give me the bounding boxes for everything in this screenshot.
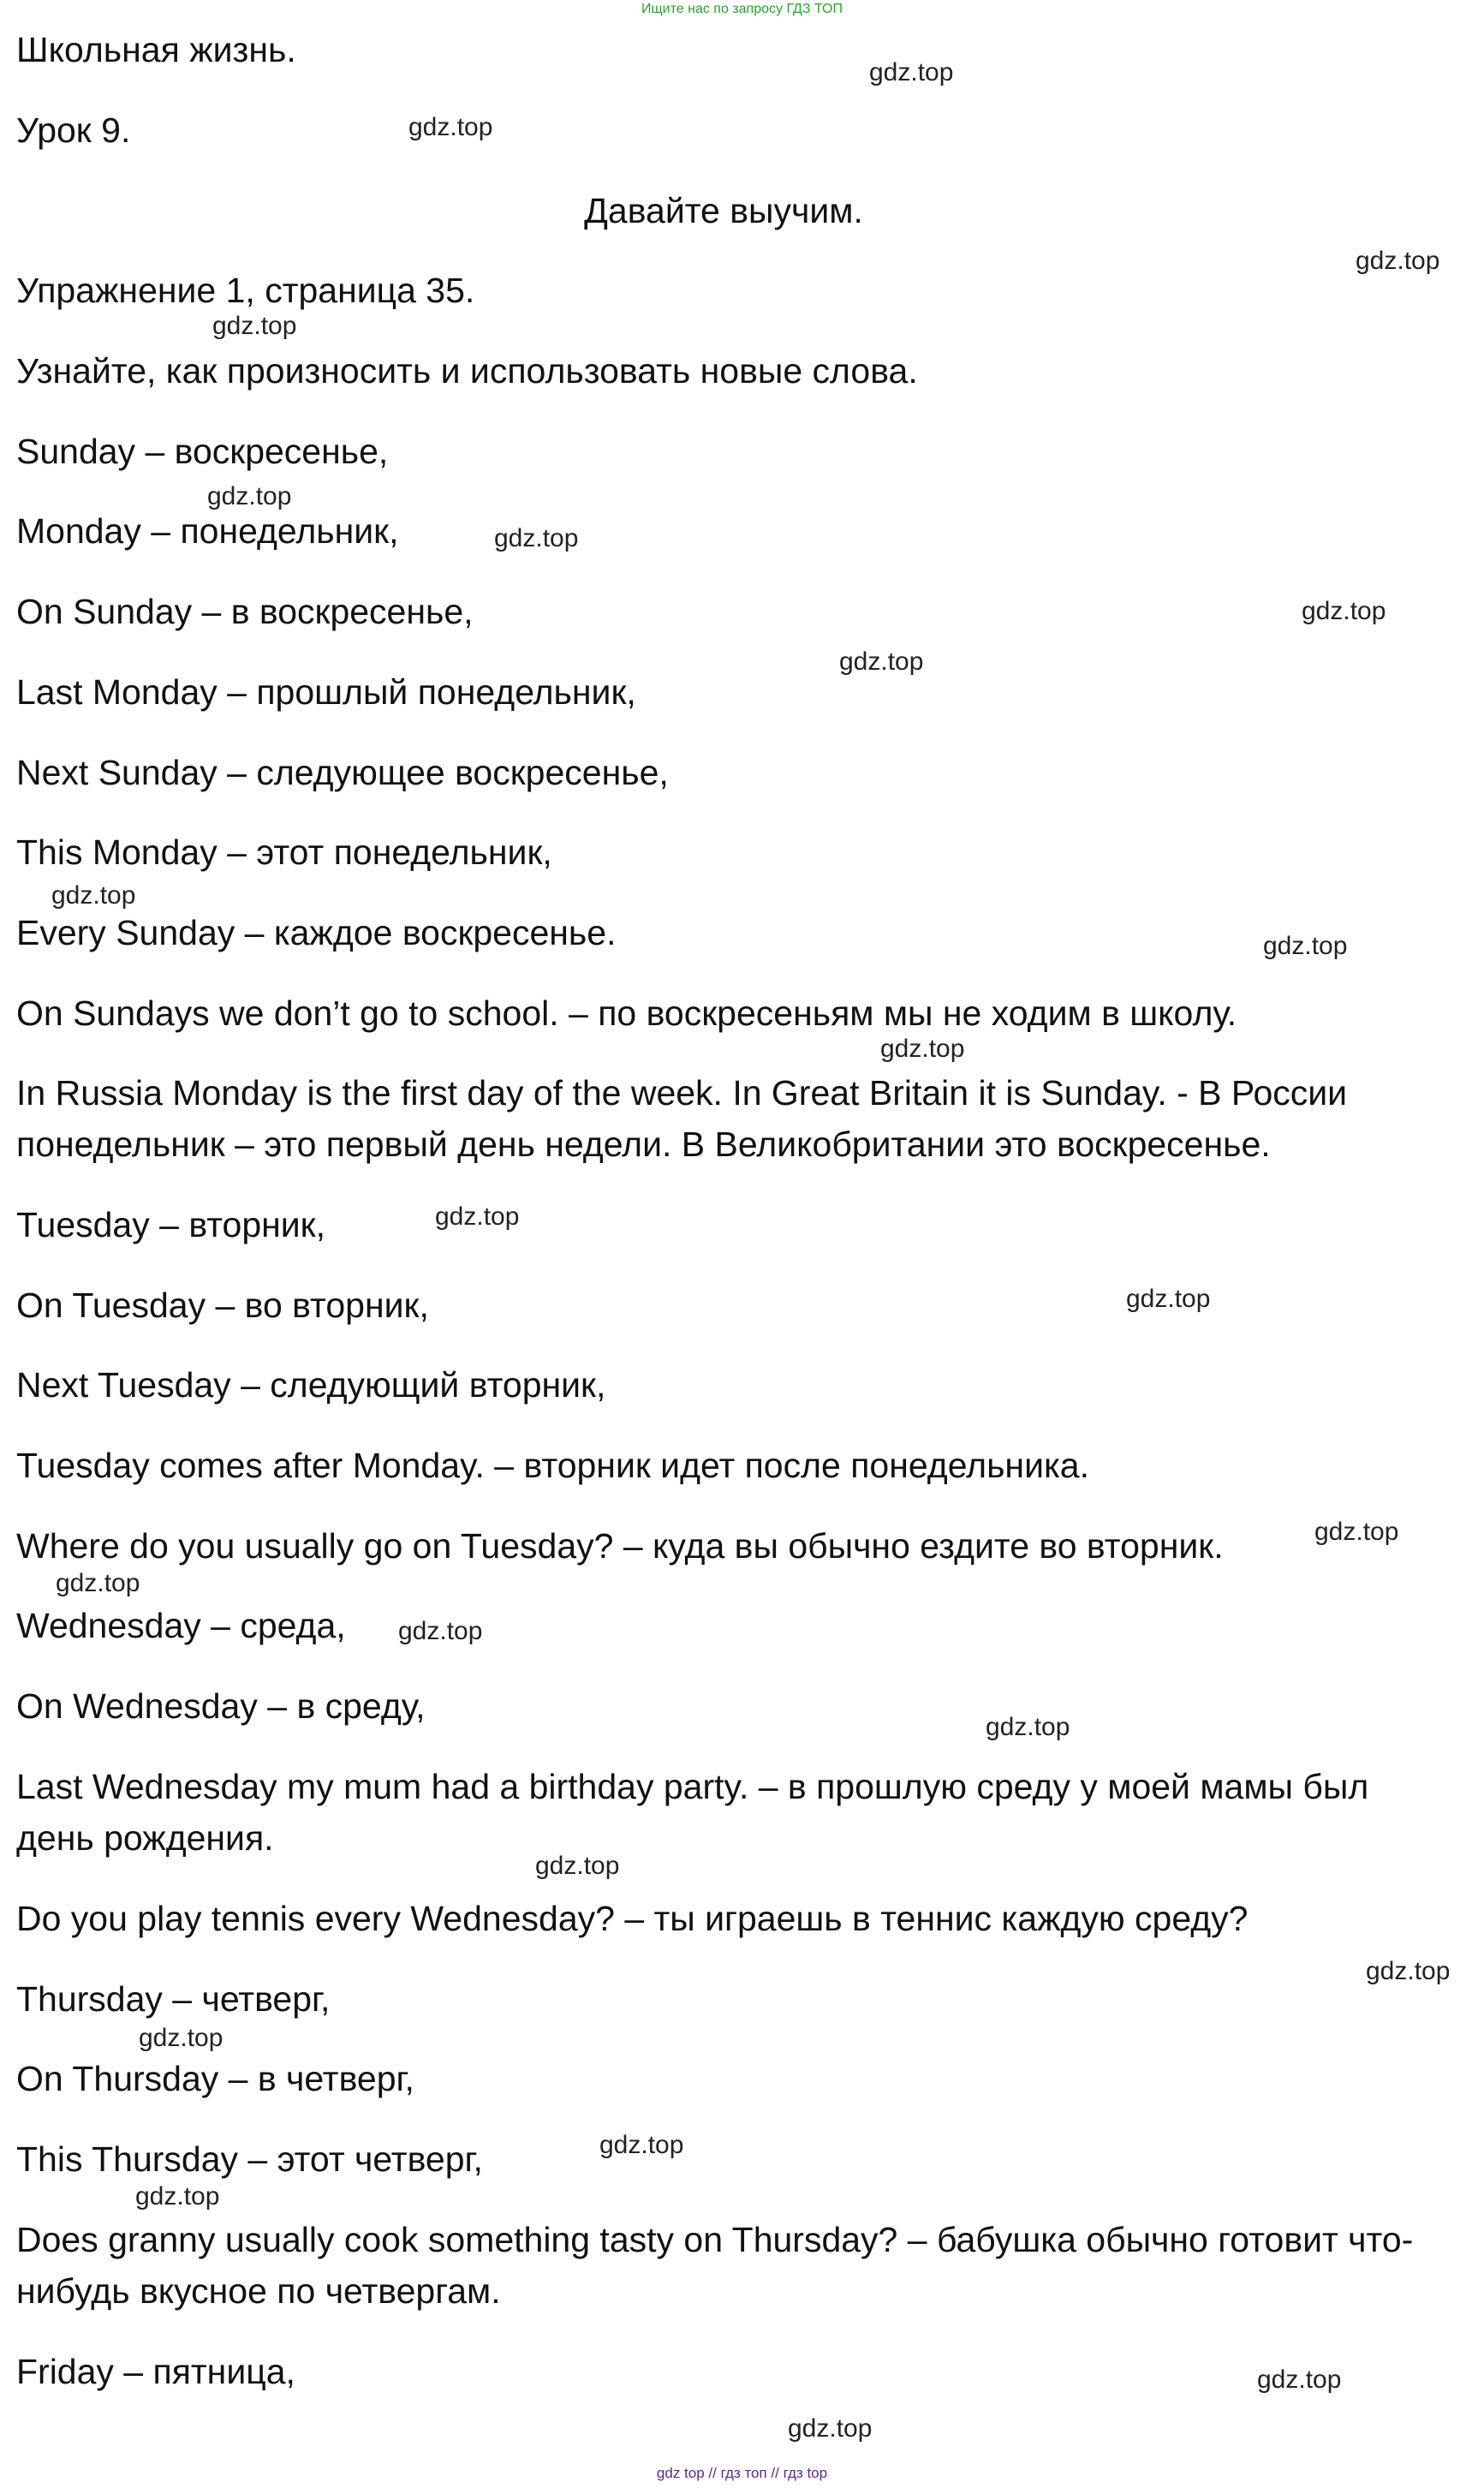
section-title: Школьная жизнь. xyxy=(16,30,296,69)
watermark: gdz.top xyxy=(139,2024,223,2052)
watermark: gdz.top xyxy=(1263,932,1348,960)
watermark: gdz.top xyxy=(1314,1518,1399,1546)
vocab-line: On Tuesday – во вторник, xyxy=(16,1286,429,1325)
watermark: gdz.top xyxy=(51,881,136,910)
vocab-line: Every Sunday – каждое воскресенье. xyxy=(16,913,617,952)
lesson-title: Урок 9. xyxy=(16,110,131,150)
watermark: gdz.top xyxy=(788,2414,873,2443)
vocab-line: Next Tuesday – следующий вторник, xyxy=(16,1365,606,1405)
vocab-line: In Russia Monday is the first day of the week. In Great Britain it is Sunday. - В России понедельник – это первый день недели. В Великобритании это воскресенье. xyxy=(16,1073,1348,1164)
watermark: gdz.top xyxy=(1126,1285,1211,1313)
watermark: gdz.top xyxy=(1366,1957,1451,1985)
watermark: gdz.top xyxy=(599,2131,684,2159)
watermark: gdz.top xyxy=(1257,2366,1342,2394)
vocab-line: On Thursday – в четверг, xyxy=(16,2059,414,2098)
vocab-line: Tuesday comes after Monday. – вторник идет после понедельника. xyxy=(16,1446,1090,1485)
vocab-line: Do you play tennis every Wednesday? – ты играешь в теннис каждую среду? xyxy=(16,1899,1249,1938)
vocab-line: Thursday – четверг, xyxy=(16,1979,331,2019)
watermark: gdz.top xyxy=(207,482,292,510)
watermark: gdz.top xyxy=(1302,597,1386,625)
watermark: gdz.top xyxy=(839,647,924,676)
watermark: gdz.top xyxy=(398,1617,483,1645)
exercise-title: Упражнение 1, страница 35. xyxy=(16,271,475,310)
watermark: gdz.top xyxy=(1356,247,1440,275)
watermark: gdz.top xyxy=(135,2182,220,2211)
vocab-line: This Thursday – этот четверг, xyxy=(16,2139,483,2179)
watermark: gdz.top xyxy=(56,1569,140,1597)
vocab-line: Sunday – воскресенье, xyxy=(16,432,389,471)
instruction: Узнайте, как произносить и использовать новые слова. xyxy=(16,351,918,391)
vocab-line: This Monday – этот понедельник, xyxy=(16,832,552,872)
vocab-line: Last Wednesday my mum had a birthday party. – в прошлую среду у моей мамы был день рождения. xyxy=(16,1767,1369,1858)
vocab-line: Monday – понедельник, xyxy=(16,511,399,551)
vocab-line: On Wednesday – в среду, xyxy=(16,1686,426,1726)
footer-links: gdz top // гдз топ // гдз top xyxy=(656,2465,828,2481)
watermark: gdz.top xyxy=(869,58,954,87)
watermark: gdz.top xyxy=(535,1852,620,1880)
watermark: gdz.top xyxy=(408,113,493,141)
watermark: gdz.top xyxy=(494,524,579,552)
vocab-line: Friday – пятница, xyxy=(16,2352,295,2391)
vocab-line: On Sundays we don’t go to school. – по воскресеньям мы не ходим в школу. xyxy=(16,993,1237,1033)
subtitle: Давайте выучим. xyxy=(584,191,863,230)
top-banner: Ищите нас по запросу ГДЗ ТОП xyxy=(641,2,843,16)
watermark: gdz.top xyxy=(986,1713,1070,1741)
vocab-line: Tuesday – вторник, xyxy=(16,1205,325,1244)
watermark: gdz.top xyxy=(435,1202,520,1231)
vocab-line: Next Sunday – следующее воскресенье, xyxy=(16,753,669,792)
vocab-line: Wednesday – среда, xyxy=(16,1606,346,1645)
vocab-line: Where do you usually go on Tuesday? – куда вы обычно ездите во вторник. xyxy=(16,1526,1224,1566)
vocab-line: Does granny usually cook something tasty on Thursday? – бабушка обычно готовит что-нибудь вкусное по четвергам. xyxy=(16,2220,1414,2311)
watermark: gdz.top xyxy=(880,1035,965,1063)
vocab-line: Last Monday – прошлый понедельник, xyxy=(16,672,636,712)
vocab-line: On Sunday – в воскресенье, xyxy=(16,592,474,631)
watermark: gdz.top xyxy=(212,312,297,340)
